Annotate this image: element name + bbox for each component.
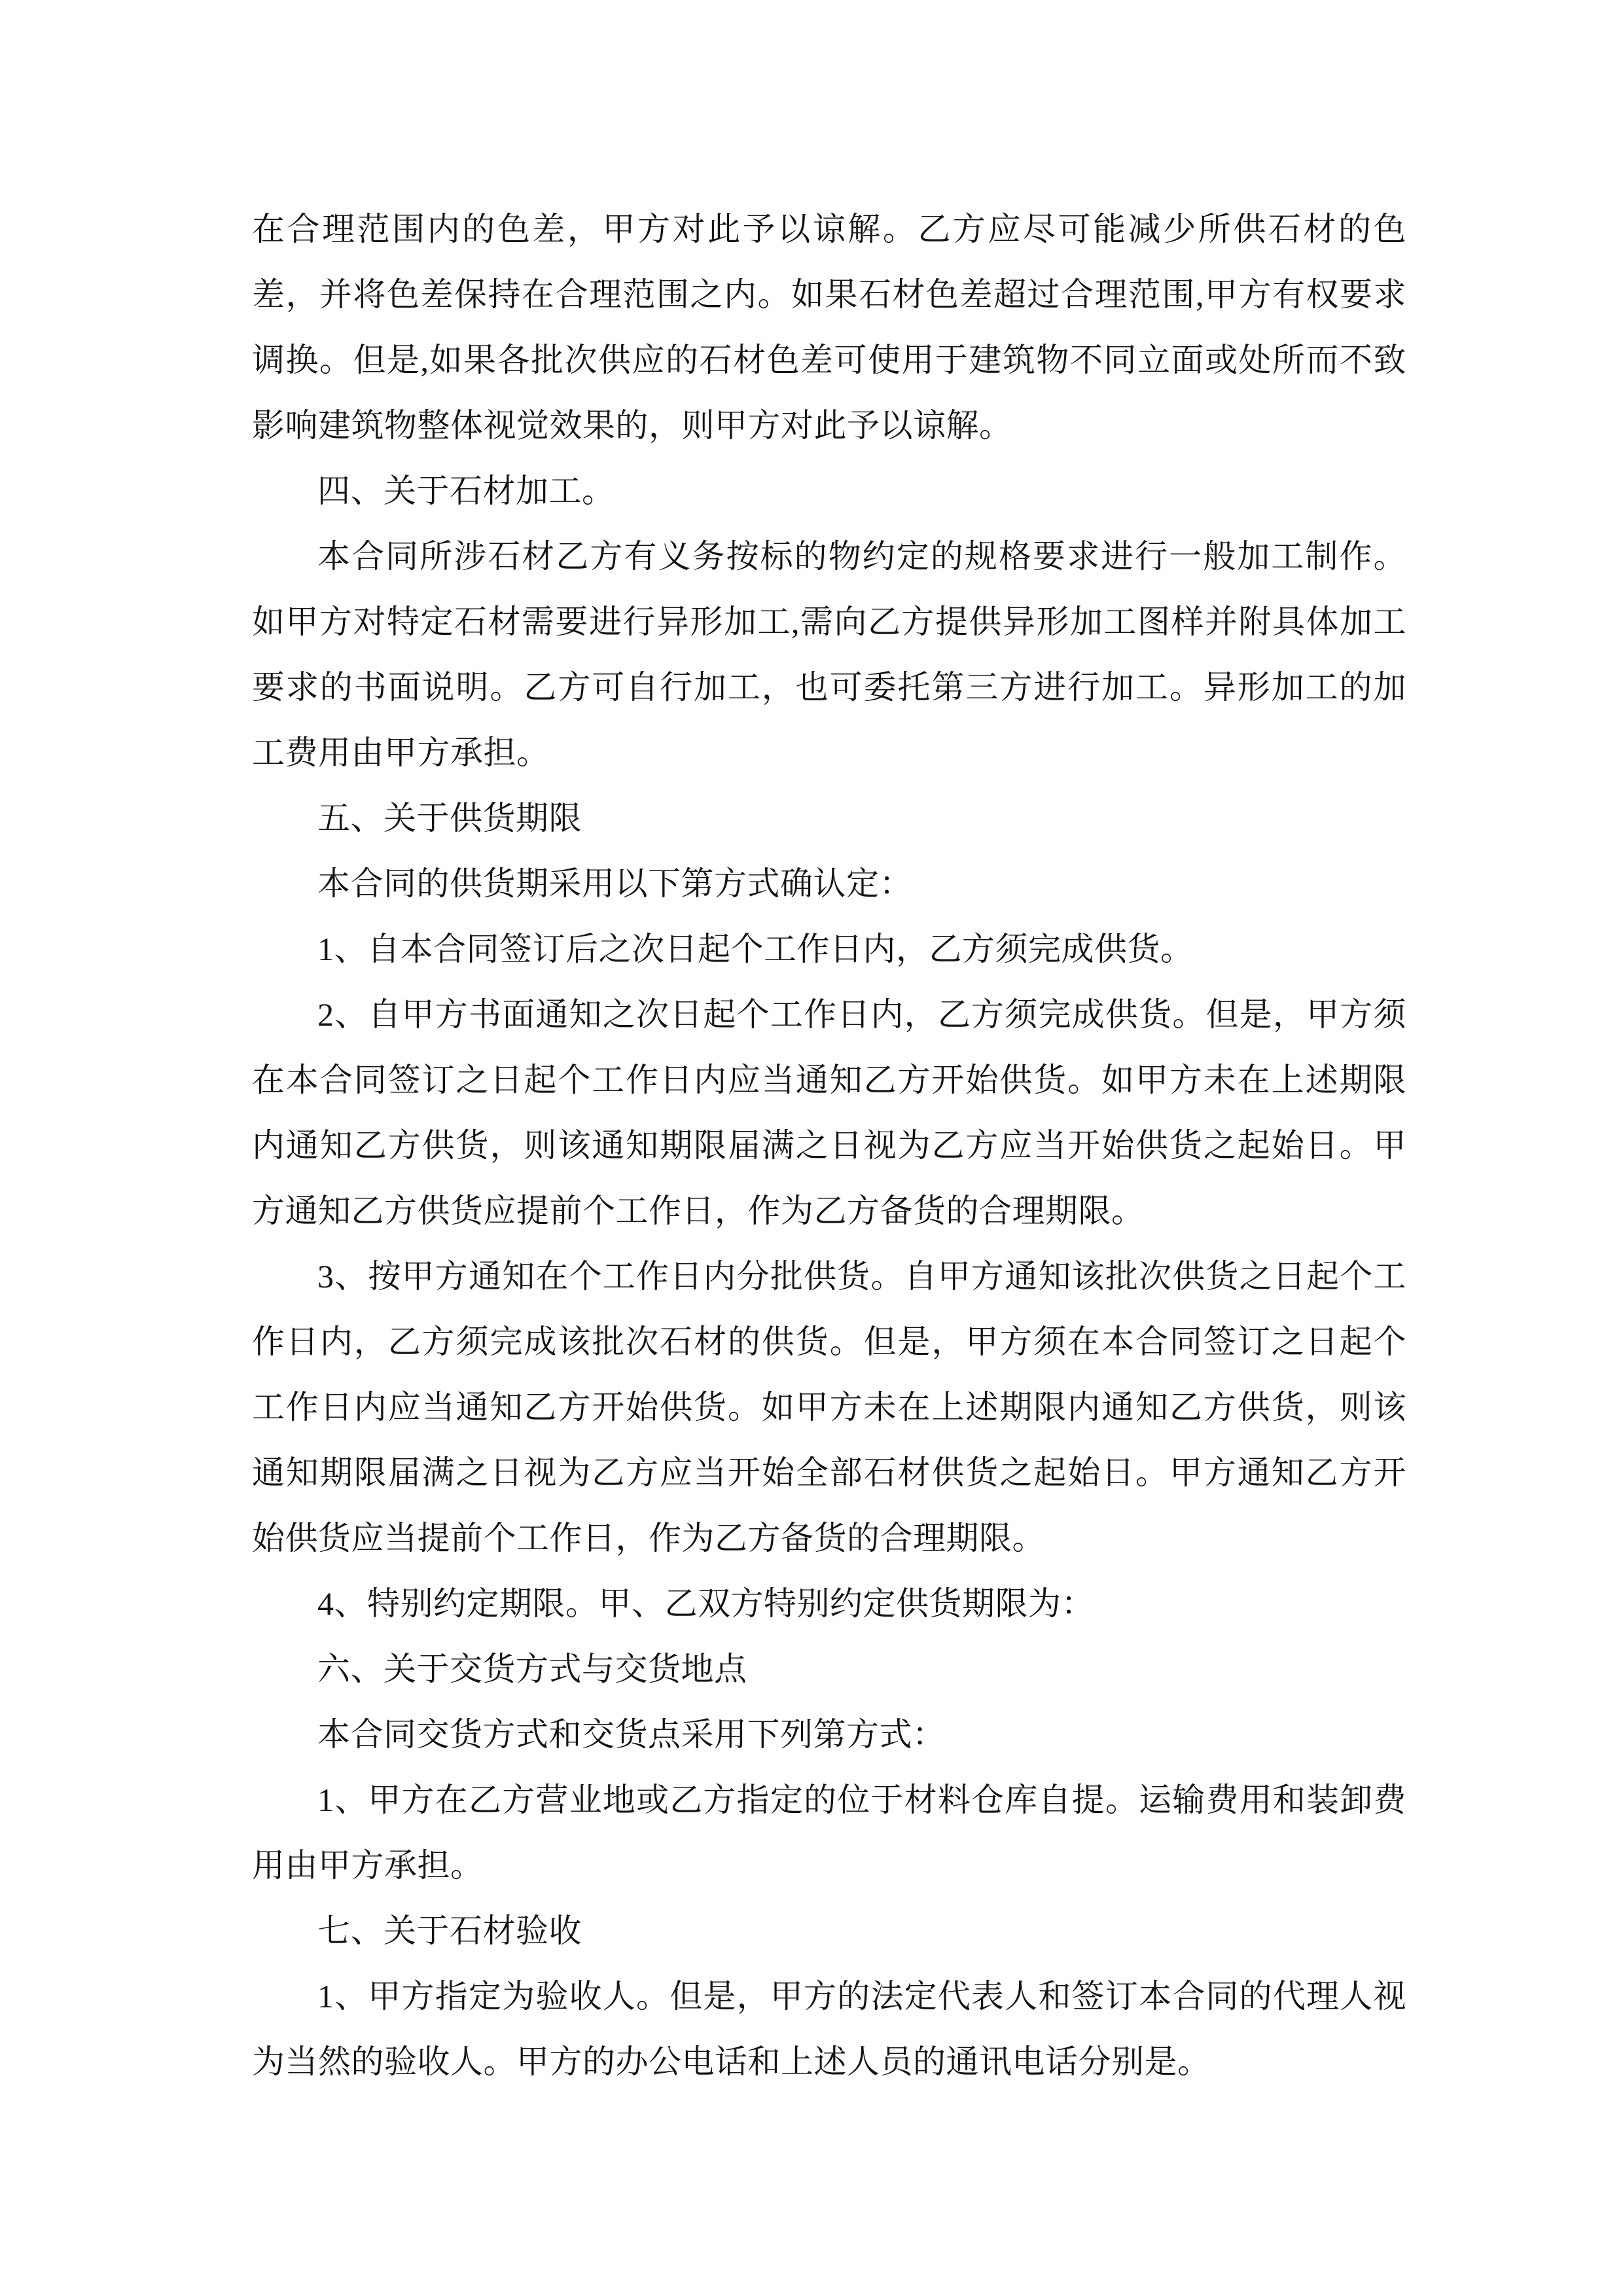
heading-section-5: 五、关于供货期限 <box>317 800 582 836</box>
heading-section-6: 六、关于交货方式与交货地点 <box>317 1651 747 1687</box>
list-item-supply-3: 3、按甲方通知在个工作日内分批供货。自甲方通知该批次供货之日起个工作日内，乙方须完成该批次石材的供货。但是，甲方须在本合同签订之日起个工作日内应当通知乙方开始供货。如甲方未在上述期限内通知乙方供货，则该通知期限届满之日视为乙方应当开始全部石材供货之起始日。甲方通知乙方开始供货应当提前个工作日，作为乙方备货的合理期限。 <box>252 1258 1406 1556</box>
heading-section-7: 七、关于石材验收 <box>317 1912 582 1949</box>
list-item-supply-2: 2、自甲方书面通知之次日起个工作日内，乙方须完成供货。但是，甲方须在本合同签订之日起个工作日内应当通知乙方开始供货。如甲方未在上述期限内通知乙方供货，则该通知期限届满之日视为乙方应当开始供货之起始日。甲方通知乙方供货应提前个工作日，作为乙方备货的合理期限。 <box>252 996 1406 1229</box>
list-item-supply-4: 4、特别约定期限。甲、乙双方特别约定供货期限为： <box>317 1585 1094 1622</box>
paragraph-delivery-intro: 本合同交货方式和交货点采用下列第方式： <box>317 1716 946 1753</box>
paragraph-stone-processing: 本合同所涉石材乙方有义务按标的物约定的规格要求进行一般加工制作。如甲方对特定石材需要进行异形加工,需向乙方提供异形加工图样并附具体加工要求的书面说明。乙方可自行加工，也可委托第三方进行加工。异形加工的加工费用由甲方承担。 <box>252 538 1406 771</box>
document-content <box>252 196 1406 2094</box>
list-item-supply-1: 1、自本合同签订后之次日起个工作日内，乙方须完成供货。 <box>317 931 1194 967</box>
paragraph-supply-term-intro: 本合同的供货期采用以下第方式确认定： <box>317 865 912 902</box>
list-item-inspection-1: 1、甲方指定为验收人。但是，甲方的法定代表人和签订本合同的代理人视为当然的验收人。甲方的办公电话和上述人员的通讯电话分别是。 <box>252 1978 1406 2080</box>
list-item-delivery-1: 1、甲方在乙方营业地或乙方指定的位于材料仓库自提。运输费用和装卸费用由甲方承担。 <box>252 1782 1406 1884</box>
paragraph-continuation-color-tolerance: 在合理范围内的色差，甲方对此予以谅解。乙方应尽可能减少所供石材的色差，并将色差保持在合理范围之内。如果石材色差超过合理范围,甲方有权要求调换。但是,如果各批次供应的石材色差可使用于建筑物不同立面或处所而不致影响建筑物整体视觉效果的，则甲方对此予以谅解。 <box>252 211 1406 444</box>
heading-section-4: 四、关于石材加工。 <box>317 473 615 509</box>
